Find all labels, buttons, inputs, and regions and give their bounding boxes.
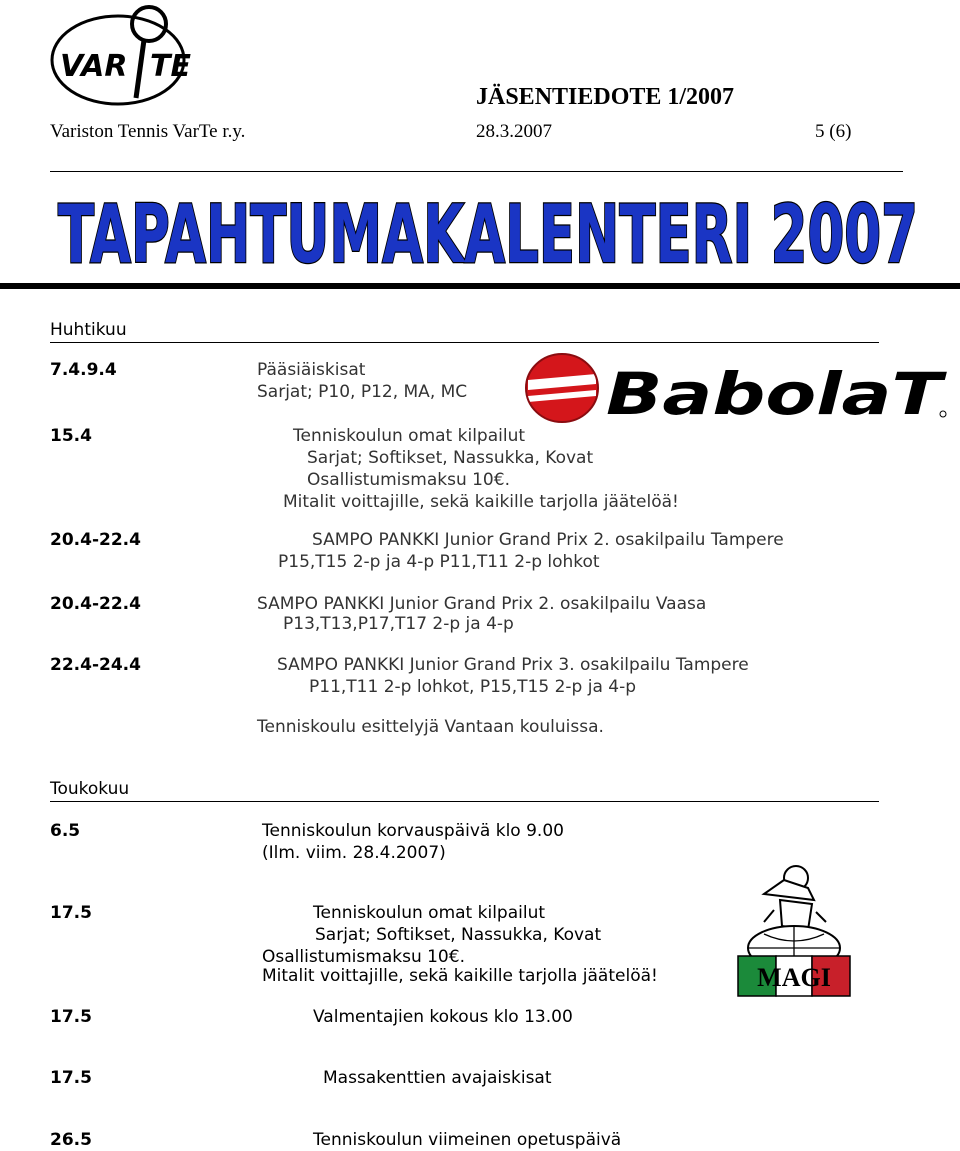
event-title: SAMPO PANKKI Junior Grand Prix 2. osakilpailu Vaasa bbox=[257, 594, 707, 614]
month-divider bbox=[50, 801, 879, 802]
banner-title: TAPAHTUMAKALENTERI 2007 bbox=[58, 196, 918, 270]
italian-flag-badge bbox=[738, 956, 850, 996]
event-title: SAMPO PANKKI Junior Grand Prix 2. osakilpailu Tampere bbox=[312, 530, 784, 550]
ice-cream-figure-icon bbox=[764, 866, 826, 930]
event-date: 7.4.9.4 bbox=[50, 360, 117, 380]
event-title: Tenniskoulun korvauspäivä klo 9.00 bbox=[262, 821, 564, 841]
event-detail: P15,T15 2-p ja 4-p P11,T11 2-p lohkot bbox=[278, 552, 600, 572]
month-divider bbox=[50, 342, 879, 343]
logo-text-te: TE bbox=[150, 49, 191, 84]
page-number: 5 (6) bbox=[815, 121, 852, 142]
babolat-logo bbox=[520, 350, 950, 430]
event-title: Massakenttien avajaiskisat bbox=[323, 1068, 552, 1088]
event-title: Valmentajien kokous klo 13.00 bbox=[313, 1007, 573, 1027]
event-title: Tenniskoulun omat kilpailut bbox=[293, 426, 526, 446]
event-detail: Sarjat; P10, P12, MA, MC bbox=[257, 382, 468, 402]
event-detail: Mitalit voittajille, sekä kaikille tarjolla jäätelöä! bbox=[283, 492, 679, 512]
event-calendar-banner bbox=[50, 196, 926, 270]
event-detail: Sarjat; Softikset, Nassukka, Kovat bbox=[315, 925, 602, 945]
event-detail: Sarjat; Softikset, Nassukka, Kovat bbox=[307, 448, 594, 468]
event-date: 20.4-22.4 bbox=[50, 594, 141, 614]
event-date: 17.5 bbox=[50, 903, 92, 923]
varte-logo bbox=[46, 0, 206, 110]
event-detail: Osallistumismaksu 10€. bbox=[262, 947, 465, 967]
event-title: Tenniskoulun viimeinen opetuspäivä bbox=[313, 1130, 622, 1150]
event-detail: Mitalit voittajille, sekä kaikille tarjolla jäätelöä! bbox=[262, 966, 658, 986]
event-detail: P13,T13,P17,T17 2-p ja 4-p bbox=[283, 614, 514, 634]
header-divider bbox=[50, 171, 903, 172]
magi-wordmark: MAGI bbox=[757, 963, 831, 992]
babolat-racket-icon bbox=[526, 354, 598, 422]
event-title: Tenniskoulun omat kilpailut bbox=[313, 903, 546, 923]
banner-divider bbox=[0, 283, 960, 289]
document-date: 28.3.2007 bbox=[476, 121, 552, 142]
document-title: JÄSENTIEDOTE 1/2007 bbox=[476, 84, 735, 110]
event-title: SAMPO PANKKI Junior Grand Prix 3. osakilpailu Tampere bbox=[277, 655, 749, 675]
organization-name: Variston Tennis VarTe r.y. bbox=[50, 121, 246, 142]
event-date: 26.5 bbox=[50, 1130, 92, 1150]
event-date: 20.4-22.4 bbox=[50, 530, 141, 550]
event-date: 6.5 bbox=[50, 821, 81, 841]
babolat-wordmark: BabolaT bbox=[606, 360, 948, 428]
magi-logo bbox=[734, 860, 854, 1005]
april-note: Tenniskoulu esittelyjä Vantaan kouluissa. bbox=[257, 717, 604, 737]
month-heading-may: Toukokuu bbox=[50, 779, 130, 799]
event-date: 22.4-24.4 bbox=[50, 655, 141, 675]
event-date: 17.5 bbox=[50, 1068, 92, 1088]
event-detail: (Ilm. viim. 28.4.2007) bbox=[262, 843, 446, 863]
event-title: Pääsiäiskisat bbox=[257, 360, 366, 380]
event-date: 17.5 bbox=[50, 1007, 92, 1027]
logo-text: VAR bbox=[60, 49, 128, 84]
event-detail: P11,T11 2-p lohkot, P15,T15 2-p ja 4-p bbox=[309, 677, 637, 697]
event-date: 15.4 bbox=[50, 426, 92, 446]
event-detail: Osallistumismaksu 10€. bbox=[307, 470, 510, 490]
month-heading-april: Huhtikuu bbox=[50, 320, 127, 340]
